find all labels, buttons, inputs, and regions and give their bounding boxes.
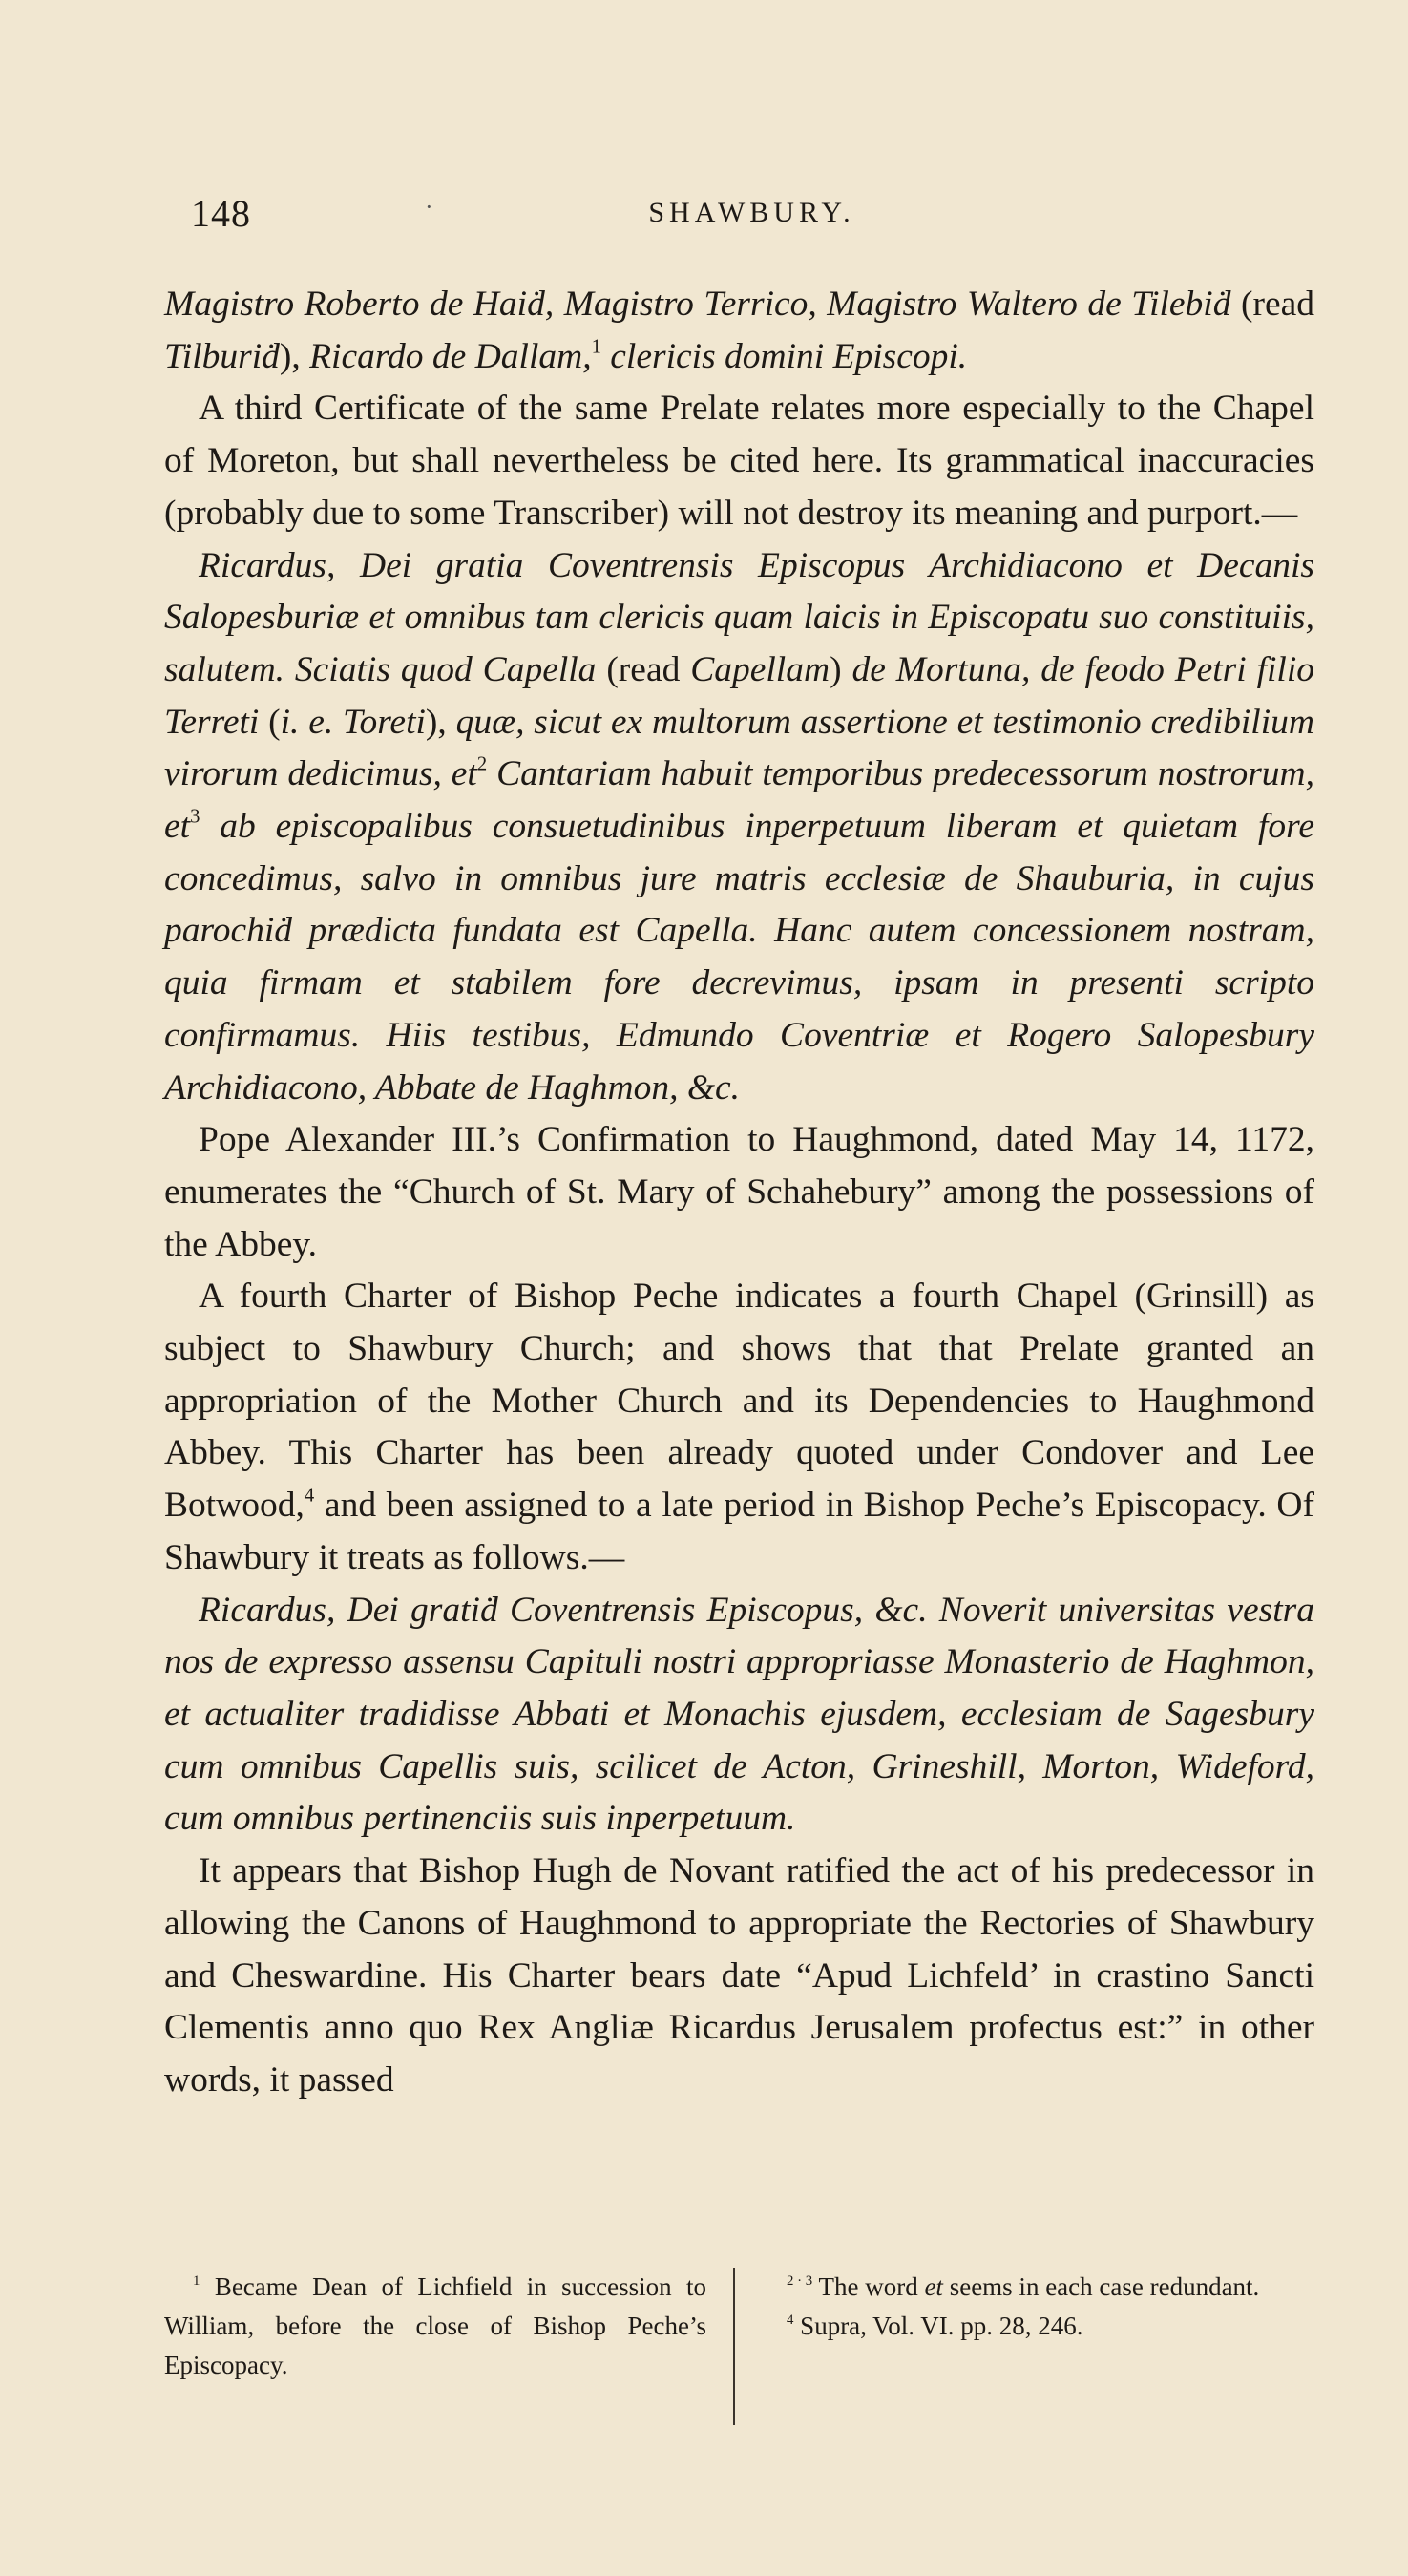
text: and been assigned to a late period in Bishop Peche’s Episcopacy. Of Shawbury it treats as follows.— <box>164 1486 1314 1577</box>
paragraph-latin-certificate <box>164 540 1314 1115</box>
latin-text: Ricardus, Dei gratia Coventrensis Episcopus Archidiacono et Decanis Salopesburiæ et omnibus tam clericis quam laicis in Episcopatu suo constituiis, salutem. Sciatis quod Capella <box>164 545 1314 689</box>
footnote-ref-4: 4 <box>304 1485 315 1507</box>
latin-text: Capellam <box>690 649 830 689</box>
text: ), <box>279 336 310 376</box>
body-text <box>164 279 1314 2107</box>
footnotes-right-column <box>758 2268 1314 2346</box>
footnote-text-italic: et <box>924 2272 943 2301</box>
footnote-mark: 4 <box>787 2312 794 2328</box>
text: ) <box>830 649 852 689</box>
paragraph-fourth-charter <box>164 1271 1314 1584</box>
text: ( <box>259 702 281 742</box>
footnote-ref-2: 2 <box>476 753 488 775</box>
latin-text: ab episcopalibus consuetudinibus inperpetuum liberam et quietam fore concedimus, salvo in omnibus jure matris ecclesiæ de Shauburia, in cujus parochiḋ prædicta fundata est Capella. Hanc autem concessionem nostram, quia firmam et stabilem fore decrevimus, ipsam in presenti scripto confirmamus. Hiis testibus, Edmundo Coventriæ et Rogero Salopesbury Archidiacono, Abbate de Haghmon, &c. <box>164 807 1314 1108</box>
text: ), <box>425 702 456 742</box>
latin-text: Cantariam habuit temporibus predecessorum nostrorum, et <box>164 754 1314 847</box>
paragraph-hugh-de-novant: It appears that Bishop Hugh de Novant ratified the act of his predecessor in allowing the Canons of Haughmond to appropriate the Rectories of Shawbury and Cheswardine. His Charter bears date “Apud Lichfeld’ in crastino Sancti Clementis anno quo Rex Angliæ Ricardus Jerusalem profectus est:” in other words, it passed <box>164 1851 1314 2100</box>
paragraph-continuation <box>164 279 1314 383</box>
latin-text: clericis domini Episcopi. <box>600 336 968 376</box>
paragraph-latin-charter: Ricardus, Dei gratiḋ Coventrensis Episcopus, &c. Noverit universitas vestra nos de expresso assensu Capituli nostri appropriasse Monasterio de Haghmon, et actualiter tradidisse Abbati et Monachis ejusdem, ecclesiam de Sagesbury cum omnibus Capellis suis, scilicet de Acton, Grineshill, Morton, Wideford, cum omnibus pertinenciis suis inperpetuum. <box>164 1590 1314 1839</box>
footnote-text: The word <box>818 2272 925 2301</box>
latin-text: Magistro Roberto de Haiḋ, Magistro Terrico, Magistro Waltero de Tilebiḋ <box>164 285 1231 324</box>
latin-text: Ricardo de Dallam, <box>309 336 592 376</box>
footnote-2-3 <box>758 2268 1314 2307</box>
page-header <box>191 191 1313 248</box>
footnote-1 <box>164 2268 706 2385</box>
footnotes-left-column <box>164 2268 735 2425</box>
header-dot: · <box>425 193 433 221</box>
text: (read <box>596 649 691 689</box>
page-number: 148 <box>191 192 251 235</box>
footnote-mark: 1 <box>193 2272 200 2289</box>
text: A fourth Charter of Bishop Peche indicates a fourth Chapel (Grinsill) as subject to Shawbury Church; and shows that that Prelate granted an appropriation of the Mother Church and its Dependencies to Haughmond Abbey. This Charter has been already quoted under Condover and Lee Botwood, <box>164 1277 1314 1526</box>
footnote-4 <box>758 2307 1314 2346</box>
footnote-text: seems in each case redundant. <box>942 2272 1260 2301</box>
latin-text: quæ, sicut ex multorum assertione et testimonio credibilium virorum dedicimus, et <box>164 702 1314 794</box>
text: (read <box>1230 285 1315 324</box>
latin-text: i. e. Toreti <box>280 702 426 742</box>
paragraph-third-certificate: A third Certificate of the same Prelate relates more especially to the Chapel of Moreton, but shall nevertheless be cited here. Its grammatical inaccuracies (probably due to some Transcriber) will not destroy its meaning and purport.— <box>164 389 1314 533</box>
footnote-ref-3: 3 <box>190 806 200 828</box>
footnote-text: Became Dean of Lichfield in succession to William, before the close of Bishop Peche’s Episcopacy. <box>164 2272 706 2379</box>
latin-text: Tilburiḋ <box>164 336 280 376</box>
footnote-ref-1: 1 <box>591 336 601 358</box>
latin-text: de Mortuna, de feodo Petri filio Terreti <box>164 649 1314 742</box>
footnote-mark: 2 · 3 <box>787 2272 813 2289</box>
footnote-text: Supra, Vol. VI. pp. 28, 246. <box>800 2312 1083 2340</box>
paragraph-pope-alexander: Pope Alexander III.’s Confirmation to Haughmond, dated May 14, 1172, enumerates the “Church of St. Mary of Schahebury” among the possessions of the Abbey. <box>164 1120 1314 1264</box>
running-head: SHAWBURY. <box>648 197 855 228</box>
